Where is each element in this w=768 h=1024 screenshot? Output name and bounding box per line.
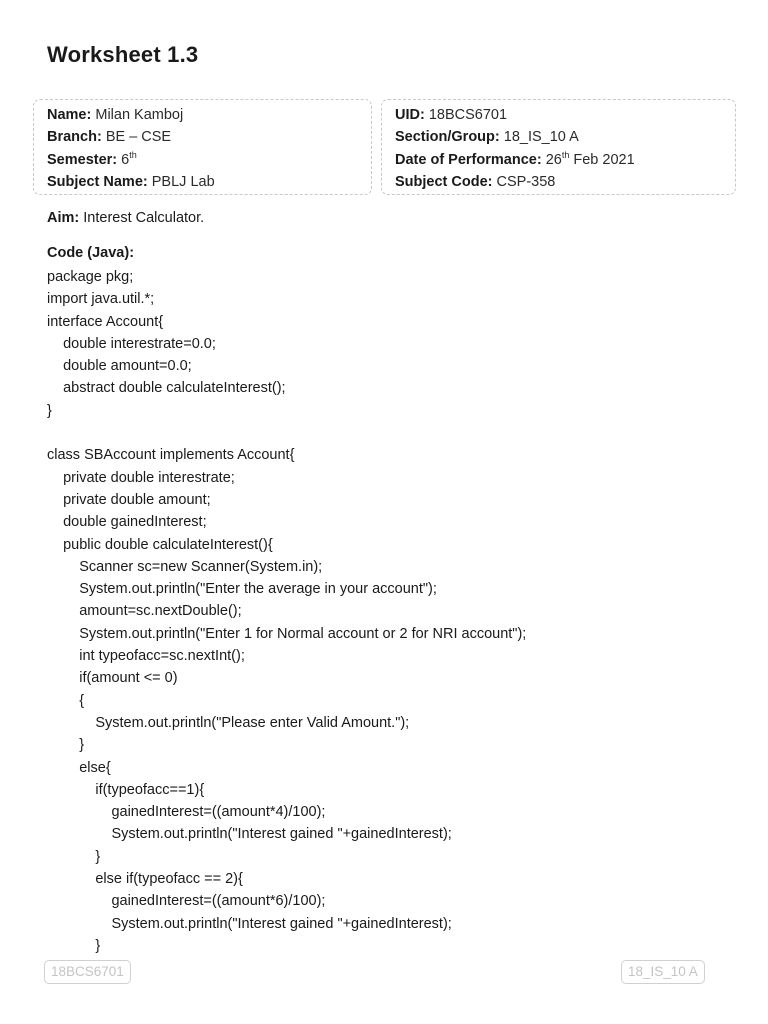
semester-value: 6 [121, 151, 130, 168]
footer-uid-tag: 18BCS6701 [44, 960, 131, 984]
date-day: 26 [545, 151, 562, 168]
code-line [47, 422, 526, 444]
subject-name-value: PBLJ Lab [151, 173, 215, 190]
code-line: interface Account{ [47, 313, 164, 330]
code-line: double gainedInterest; [47, 514, 207, 531]
code-line: double amount=0.0; [47, 358, 192, 375]
section-label: Section/Group: [395, 129, 500, 146]
branch-value: BE – CSE [105, 129, 172, 146]
code-line: private double amount; [47, 491, 211, 508]
code-line: abstract double calculateInterest(); [47, 380, 286, 397]
aim-value: Interest Calculator. [83, 210, 205, 226]
branch-label: Branch: [47, 129, 102, 146]
code-line: amount=sc.nextDouble(); [47, 603, 242, 620]
code-line: gainedInterest=((amount*6)/100); [47, 893, 326, 910]
code-line: } [47, 848, 101, 865]
code-line: System.out.println("Enter 1 for Normal account or 2 for NRI account"); [47, 625, 527, 642]
subject-name-row [47, 171, 371, 193]
subject-name-label: Subject Name: [47, 173, 148, 190]
code-line: } [47, 937, 101, 954]
code-line: System.out.println("Enter the average in your account"); [47, 581, 437, 598]
section-value: 18_IS_10 A [503, 129, 579, 146]
subject-code-value: CSP-358 [496, 173, 556, 190]
uid-value: 18BCS6701 [428, 107, 508, 123]
date-suffix: th [561, 149, 570, 160]
name-row [47, 104, 371, 126]
code-line: Scanner sc=new Scanner(System.in); [47, 558, 323, 575]
code-line: System.out.println("Interest gained "+gainedInterest); [47, 826, 452, 843]
code-line: gainedInterest=((amount*4)/100); [47, 804, 326, 821]
date-row [395, 149, 735, 171]
date-label: Date of Performance: [395, 151, 542, 168]
uid-label: UID: [395, 107, 425, 123]
code-line: else if(typeofacc == 2){ [47, 871, 243, 888]
semester-row [47, 149, 371, 171]
code-line: double interestrate=0.0; [47, 335, 216, 352]
student-info-box [33, 99, 372, 195]
footer-section-tag: 18_IS_10 A [621, 960, 705, 984]
code-line: int typeofacc=sc.nextInt(); [47, 648, 245, 665]
code-line: class SBAccount implements Account{ [47, 447, 295, 464]
code-line: import java.util.*; [47, 291, 155, 308]
code-line: if(typeofacc==1){ [47, 781, 205, 798]
code-line: public double calculateInterest(){ [47, 536, 273, 553]
code-line: System.out.println("Please enter Valid Amount."); [47, 714, 410, 731]
uid-row [395, 104, 735, 126]
code-line: } [47, 402, 52, 419]
aim-label: Aim: [47, 210, 80, 226]
branch-row [47, 126, 371, 148]
semester-suffix: th [129, 149, 137, 160]
aim-row [47, 210, 204, 226]
code-line: else{ [47, 759, 111, 776]
semester-label: Semester: [47, 151, 118, 168]
code-block [47, 266, 526, 957]
code-heading: Code (Java): [47, 245, 135, 261]
name-label: Name: [47, 107, 92, 123]
code-line: { [47, 692, 85, 709]
code-line: } [47, 737, 85, 754]
code-line: System.out.println("Interest gained "+gainedInterest); [47, 915, 452, 932]
date-rest: Feb 2021 [573, 151, 635, 168]
subject-code-row [395, 171, 735, 193]
page-title: Worksheet 1.3 [47, 42, 199, 67]
name-value: Milan Kamboj [95, 107, 184, 123]
section-row [395, 126, 735, 148]
code-line: package pkg; [47, 269, 134, 285]
subject-code-label: Subject Code: [395, 173, 493, 190]
code-line: if(amount <= 0) [47, 670, 178, 687]
code-line: private double interestrate; [47, 469, 235, 486]
course-info-box [381, 99, 736, 195]
